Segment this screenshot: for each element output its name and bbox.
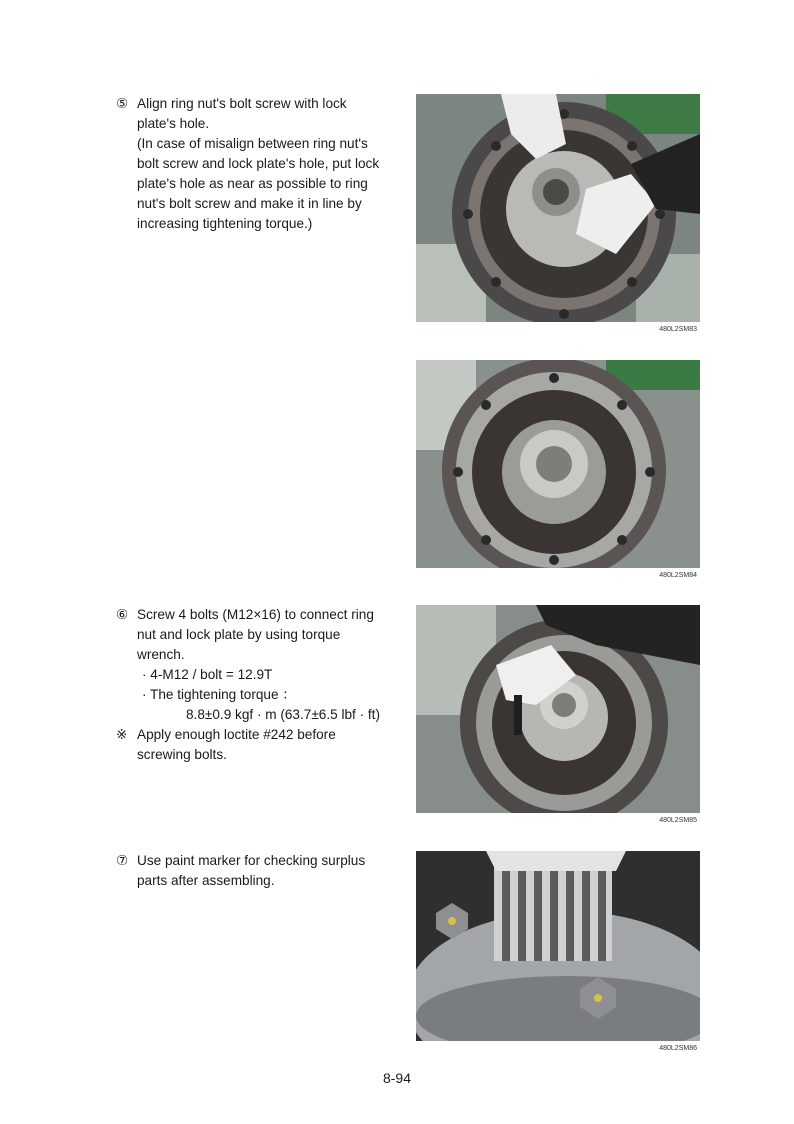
step-5-line-3: (In case of misalign between ring nut's: [137, 136, 368, 151]
step-5: [116, 94, 380, 234]
step-6-torque: 8.8±0.9 kgf · m (63.7±6.5 lbf · ft): [186, 707, 380, 722]
note-line-1: Apply enough loctite #242 before: [137, 727, 336, 742]
step-6-bullet-2: · The tightening torque ：: [142, 687, 296, 702]
step-7-line-1: Use paint marker for checking surplus: [137, 853, 366, 868]
figure-ring-nut-alignment: [416, 94, 700, 322]
figure-1-caption: 480L2SM83: [659, 326, 697, 333]
step-7-marker: ⑦: [116, 853, 129, 868]
step-6-line-1: Screw 4 bolts (M12×16) to connect ring: [137, 607, 374, 622]
step-7: [116, 851, 380, 891]
step-6-line-3: wrench.: [137, 647, 185, 662]
figure-ring-nut-installed: [416, 360, 700, 568]
figure-paint-marker: [416, 851, 700, 1041]
note-marker: ※: [116, 727, 128, 742]
step-7-line-2: parts after assembling.: [137, 873, 275, 888]
figure-3-caption: 480L2SM85: [659, 817, 697, 824]
note-line-2: screwing bolts.: [137, 747, 227, 762]
step-6-bullet-1: · 4-M12 / bolt = 12.9T: [142, 667, 273, 682]
step-5-marker: ⑤: [116, 96, 129, 111]
figure-4-caption: 480L2SM86: [659, 1045, 697, 1052]
step-5-line-4: bolt screw and lock plate's hole, put lock: [137, 156, 380, 171]
figure-bolt-tightening: [416, 605, 700, 813]
step-5-line-7: increasing tightening torque.): [137, 216, 313, 231]
page-number: 8-94: [382, 1070, 412, 1086]
step-5-line-2: plate's hole.: [137, 116, 210, 131]
step-6: [116, 605, 380, 765]
step-5-line-5: plate's hole as near as possible to ring: [137, 176, 368, 191]
step-6-marker: ⑥: [116, 607, 129, 622]
step-6-line-2: nut and lock plate by using torque: [137, 627, 341, 642]
step-5-line-1: Align ring nut's bolt screw with lock: [137, 96, 347, 111]
figure-2-caption: 480L2SM84: [659, 572, 697, 579]
step-5-line-6: nut's bolt screw and make it in line by: [137, 196, 362, 211]
